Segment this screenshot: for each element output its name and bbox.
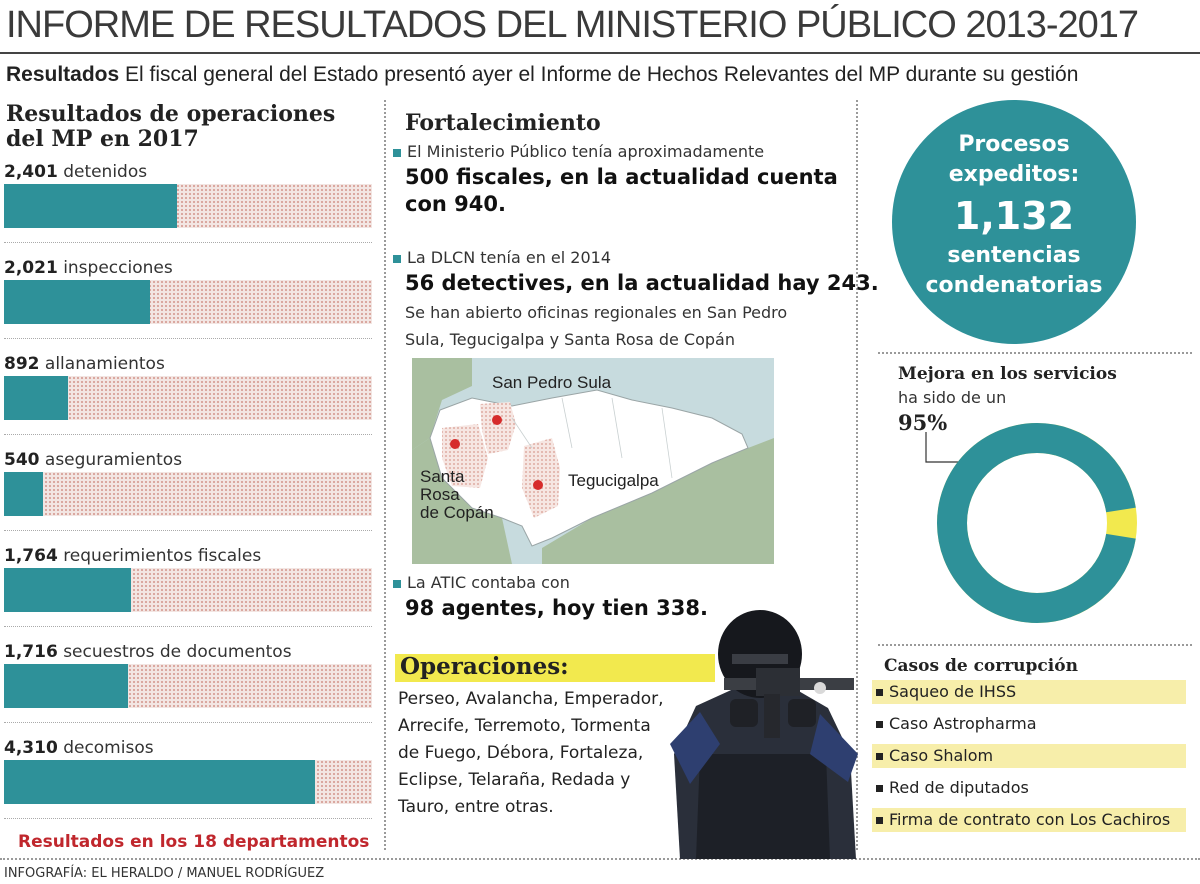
bar-category-label: requerimientos fiscales: [63, 546, 262, 566]
bar-inspecciones: [4, 280, 150, 324]
title-rule: [0, 52, 1200, 54]
src-marker-icon: [450, 439, 460, 449]
bar-requerimientos-fiscales: [4, 568, 131, 612]
operaciones-title: Operaciones:: [400, 653, 569, 680]
bar-value-label: 540: [4, 450, 40, 470]
bar-value-label: 1,716: [4, 642, 58, 662]
right-separator-2: [878, 644, 1192, 646]
caso-item: [872, 712, 1186, 736]
bar-category-label: allanamientos: [44, 354, 165, 374]
map-label-teg: Tegucigalpa: [568, 471, 659, 490]
bar-track: [4, 472, 372, 516]
bar-aseguramientos: [4, 472, 43, 516]
fort-item2-intro: [393, 248, 611, 267]
bar-value-label: 2,021: [4, 258, 58, 278]
procesos-value: 1,132: [953, 194, 1075, 238]
bar-separator: [4, 530, 372, 531]
soldier-glove-left: [730, 699, 758, 727]
operaciones-list: [398, 686, 680, 821]
bar-label: [4, 258, 173, 278]
soldier-goggles: [732, 654, 788, 664]
caso-label: Firma de contrato con Los Cachiros: [889, 810, 1171, 829]
bullet-square-icon: [393, 149, 401, 157]
bar-separator: [4, 626, 372, 627]
bar-category-label: inspecciones: [63, 258, 173, 278]
chart-title: Resultados de operaciones del MP en 2017: [6, 101, 336, 152]
rifle-light: [814, 682, 826, 694]
bar-value-label: 892: [4, 354, 40, 374]
fort-item2-small: La DLCN tenía en el 2014: [407, 248, 612, 267]
bar-label: [4, 162, 147, 182]
bar-label: [4, 738, 154, 758]
soldier-vest: [696, 754, 830, 859]
bar-label: [4, 450, 182, 470]
mejora-donut: [932, 418, 1142, 628]
caso-item: [872, 680, 1186, 704]
caso-item: [872, 744, 1186, 768]
fort-item3-small: La ATIC contaba con: [407, 573, 570, 592]
bar-decomisos: [4, 760, 315, 804]
mejora-title: Mejora en los servicios: [898, 364, 1117, 384]
soldier-glove-right: [788, 699, 816, 727]
fortalecimiento-title: Fortalecimiento: [405, 110, 601, 136]
caso-label: Caso Astropharma: [889, 714, 1037, 733]
bar-separator: [4, 818, 372, 819]
operaciones-line: Tauro, entre otras.: [398, 797, 554, 817]
bullet-square-icon: [393, 255, 401, 263]
bar-label: [4, 354, 165, 374]
mejora-subtitle: ha sido de un: [898, 388, 1007, 407]
bar-value-label: 1,764: [4, 546, 58, 566]
bar-separator: [4, 722, 372, 723]
bullet-square-icon: [876, 817, 883, 824]
bar-category-label: decomisos: [63, 738, 154, 758]
bar-separator: [4, 338, 372, 339]
subtitle: [6, 63, 1078, 87]
map-label-src-3: de Copán: [420, 503, 494, 522]
fort-item1-big-1: 500 fiscales, en la actualidad cuenta: [405, 165, 838, 189]
casos-title: Casos de corrupción: [884, 656, 1078, 676]
fort-item2-text-1: Se han abierto oficinas regionales en San Pedro: [405, 303, 788, 322]
procesos-line1: Procesos: [958, 132, 1070, 157]
fort-item1-big-2: con 940.: [405, 192, 506, 216]
bar-category-label: aseguramientos: [44, 450, 183, 470]
bullet-square-icon: [876, 721, 883, 728]
rifle-body: [756, 668, 800, 696]
footer-rule: [0, 858, 1200, 860]
soldier-illustration: [660, 604, 865, 859]
departments-note: Resultados en los 18 departamentos: [18, 832, 370, 852]
procesos-line4: condenatorias: [925, 273, 1103, 298]
caso-label: Red de diputados: [889, 778, 1029, 797]
fort-item1-intro: [393, 142, 764, 161]
fort-item1-small: El Ministerio Público tenía aproximadamente: [407, 142, 765, 161]
operaciones-line: Eclipse, Telaraña, Redada y: [398, 770, 631, 790]
bullet-square-icon: [876, 785, 883, 792]
caso-label: Caso Shalom: [889, 746, 994, 765]
subtitle-text: El fiscal general del Estado presentó ayer el Informe de Hechos Relevantes del MP durante su gestión: [125, 63, 1079, 86]
bullet-square-icon: [876, 689, 883, 696]
bar-separator: [4, 434, 372, 435]
fort-item3-big: 98 agentes, hoy tien 338.: [405, 596, 708, 620]
procesos-line2: expeditos:: [948, 162, 1080, 187]
rifle-magazine: [764, 694, 780, 738]
fort-item3-intro: [393, 573, 570, 592]
sps-marker-icon: [492, 415, 502, 425]
donut-main-segment: [952, 438, 1122, 608]
operaciones-line: Perseo, Avalancha, Emperador,: [398, 689, 664, 709]
fort-item2-text-2: Sula, Tegucigalpa y Santa Rosa de Copán: [405, 330, 735, 349]
caso-label: Saqueo de IHSS: [889, 682, 1017, 701]
right-separator-1: [878, 352, 1192, 354]
mejora-value: 95%: [898, 410, 948, 435]
map-label-sps: San Pedro Sula: [492, 373, 612, 392]
fort-item2-big: 56 detectives, en la actualidad hay 243.: [405, 271, 879, 295]
bar-category-label: secuestros de documentos: [63, 642, 292, 662]
procesos-line3: sentencias: [947, 243, 1081, 268]
caso-item: [872, 808, 1186, 832]
bar-allanamientos: [4, 376, 68, 420]
map-label-src-1: Santa: [420, 467, 465, 486]
bullet-square-icon: [876, 753, 883, 760]
bar-detenidos: [4, 184, 177, 228]
bar-secuestros-de-documentos: [4, 664, 128, 708]
bar-value-label: 2,401: [4, 162, 58, 182]
bar-label: [4, 546, 261, 566]
bar-value-label: 4,310: [4, 738, 58, 758]
teg-marker-icon: [533, 480, 543, 490]
map-label-src-2: Rosa: [420, 485, 460, 504]
bullet-square-icon: [393, 580, 401, 588]
column-separator-left: [384, 100, 386, 850]
bar-category-label: detenidos: [63, 162, 148, 182]
caso-item: [872, 776, 1186, 800]
page-title: INFORME DE RESULTADOS DEL MINISTERIO PÚBLICO 2013-2017: [6, 4, 1139, 46]
honduras-map: [412, 358, 774, 564]
operaciones-line: Arrecife, Terremoto, Tormenta: [398, 716, 651, 736]
credit: INFOGRAFÍA: EL HERALDO / MANUEL RODRÍGUEZ: [4, 866, 325, 881]
bar-label: [4, 642, 292, 662]
operaciones-line: de Fuego, Débora, Fortaleza,: [398, 743, 644, 763]
subtitle-lead: Resultados: [6, 63, 120, 86]
bar-separator: [4, 242, 372, 243]
